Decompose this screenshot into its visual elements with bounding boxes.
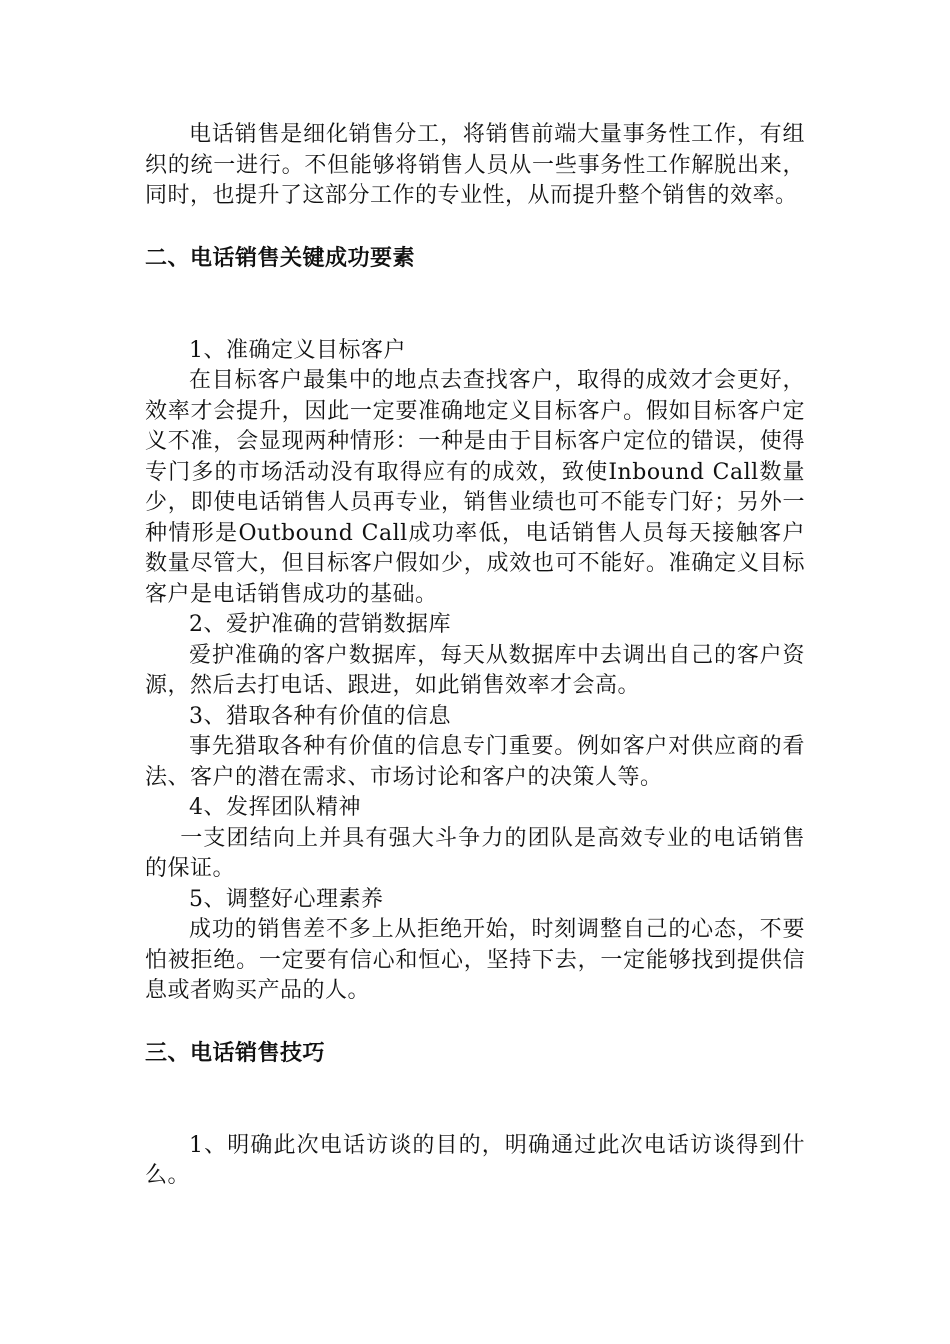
item-body-3: 事先猎取各种有价值的信息专门重要。例如客户对供应商的看法、客户的潜在需求、市场讨论和客户的决策人等。 [145, 734, 805, 790]
technique-item-1: 1、明确此次电话访谈的目的，明确通过此次电话访谈得到什么。 [145, 1132, 805, 1188]
spacer [145, 212, 805, 244]
document-page [145, 120, 805, 1192]
spacer [145, 1069, 805, 1131]
section-heading-phone-sales-techniques: 三、电话销售技巧 [145, 1040, 326, 1066]
spacer [145, 274, 805, 336]
section-heading-key-success-factors: 二、电话销售关键成功要素 [145, 245, 416, 271]
item-body-2: 爱护准确的客户数据库，每天从数据库中去调出自己的客户资源，然后去打电话、跟进，如此销售效率才会高。 [145, 642, 805, 698]
item-body-1: 在目标客户最集中的地点去查找客户，取得的成效才会更好，效率才会提升，因此一定要准确地定义目标客户。假如目标客户定义不准，会显现两种情形：一种是由于目标客户定位的错误，使得专门多的市场活动没有取得应有的成效，致使Inbound Call数量少，即使电话销售人员再专业，销售业绩也可不能专门好；另外一种情形是Outbound Call成功率低，电话销售人员每天接触客户数量尽管大，但目标客户假如少，成效也可不能好。准确定义目标客户是电话销售成功的基础。 [145, 368, 805, 607]
item-title-5: 5、调整好心理素养 [189, 886, 384, 912]
item-title-3: 3、猎取各种有价值的信息 [189, 703, 451, 729]
spacer [145, 1007, 805, 1039]
intro-paragraph: 电话销售是细化销售分工，将销售前端大量事务性工作，有组织的统一进行。不但能够将销售人员从一些事务性工作解脱出来，同时，也提升了这部分工作的专业性，从而提升整个销售的效率。 [145, 122, 805, 208]
item-title-1: 1、准确定义目标客户 [189, 337, 406, 363]
item-body-4: 一支团结向上并具有强大斗争力的团队是高效专业的电话销售的保证。 [145, 825, 805, 881]
item-body-5: 成功的销售差不多上从拒绝开始，时刻调整自己的心态，不要怕被拒绝。一定要有信心和恒心，坚持下去，一定能够找到提供信息或者购买产品的人。 [145, 917, 805, 1003]
item-title-4: 4、发挥团队精神 [189, 795, 361, 820]
item-title-2: 2、爱护准确的营销数据库 [189, 612, 451, 637]
